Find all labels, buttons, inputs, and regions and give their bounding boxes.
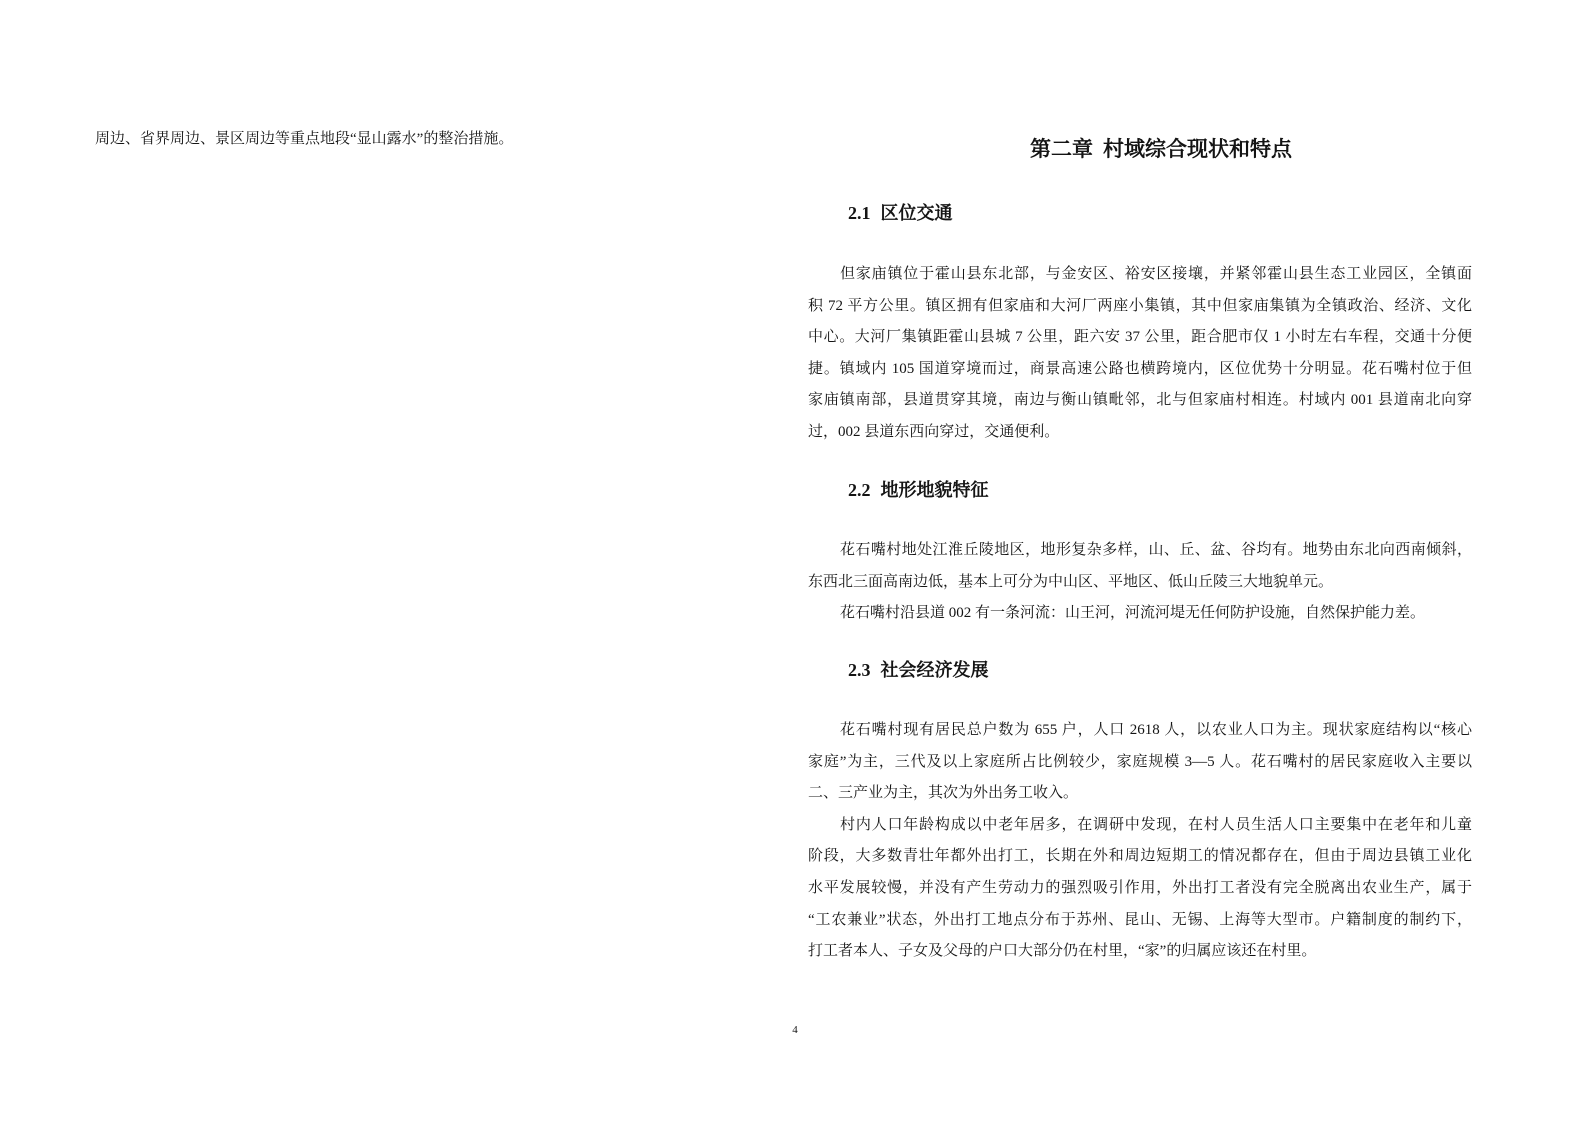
section-number: 2.2 xyxy=(848,480,871,500)
section-title: 地形地貌特征 xyxy=(880,480,989,500)
text-line: 水平发展较慢，并没有产生劳动力的强烈吸引作用，外出打工者没有完全脱离出农业生产，属于 xyxy=(808,879,1472,896)
paragraph xyxy=(808,715,1472,810)
text-line: 花石嘴村现有居民总户数为 655 户，人口 2618 人，以农业人口为主。现状家庭结构以“核心 xyxy=(840,722,1472,738)
page-number: 4 xyxy=(792,1024,798,1036)
paragraph xyxy=(808,810,1472,968)
text-line: 周边、省界周边、景区周边等重点地段“显山露水”的整治措施。 xyxy=(95,131,514,147)
paragraph xyxy=(808,598,1472,630)
section-number: 2.1 xyxy=(848,203,871,223)
text-line: 中心。大河厂集镇距霍山县城 7 公里，距六安 37 公里，距合肥市仅 1 小时左右车程，交通十分便 xyxy=(808,329,1472,346)
paragraph xyxy=(808,535,1472,598)
text-line: 花石嘴村沿县道 002 有一条河流：山王河，河流河堤无任何防护设施，自然保护能力差。 xyxy=(840,605,1426,622)
text-line: “工农兼业”状态，外出打工地点分布于苏州、昆山、无锡、上海等大型市。户籍制度的制约下， xyxy=(808,911,1472,928)
text-line: 家庙镇南部，县道贯穿其境，南边与衡山镇毗邻，北与但家庙村相连。村域内 001 县道南北向穿 xyxy=(808,392,1472,409)
text-line: 二、三产业为主，其次为外出务工收入。 xyxy=(808,785,1079,802)
section-number: 2.3 xyxy=(848,660,871,680)
text-line: 花石嘴村地处江淮丘陵地区，地形复杂多样，山、丘、盆、谷均有。地势由东北向西南倾斜， xyxy=(840,542,1472,558)
paragraph xyxy=(808,259,1472,449)
section-body xyxy=(808,535,1472,630)
section-body xyxy=(808,259,1472,449)
chapter-label: 第二章 xyxy=(1030,138,1093,161)
text-line: 阶段，大多数青壮年都外出打工，长期在外和周边短期工的情况都存在，但由于周边县镇工业化 xyxy=(808,848,1472,865)
section-heading xyxy=(848,198,953,228)
section-title: 区位交通 xyxy=(880,203,953,223)
text-line: 积 72 平方公里。镇区拥有但家庙和大河厂两座小集镇，其中但家庙集镇为全镇政治、经济、文化 xyxy=(808,297,1472,314)
section-body xyxy=(808,715,1472,968)
text-line: 家庭”为主，三代及以上家庭所占比例较少，家庭规模 3—5 人。花石嘴村的居民家庭收入主要以 xyxy=(808,753,1472,770)
text-line: 但家庙镇位于霍山县东北部，与金安区、裕安区接壤，并紧邻霍山县生态工业园区，全镇面 xyxy=(840,266,1472,282)
text-line: 东西北三面高南边低，基本上可分为中山区、平地区、低山丘陵三大地貌单元。 xyxy=(808,573,1334,590)
text-line: 村内人口年龄构成以中老年居多，在调研中发现，在村人员生活人口主要集中在老年和儿童 xyxy=(840,816,1472,833)
chapter-title: 村域综合现状和特点 xyxy=(1103,138,1292,161)
left-page-paragraph xyxy=(95,124,735,156)
chapter-heading xyxy=(1030,135,1292,165)
section-title: 社会经济发展 xyxy=(880,660,989,680)
text-line: 过，002 县道东西向穿过，交通便利。 xyxy=(808,423,1060,440)
text-line: 捷。镇域内 105 国道穿境而过，商景高速公路也横跨境内，区位优势十分明显。花石嘴村位于但 xyxy=(808,360,1472,377)
section-heading xyxy=(848,475,989,505)
text-line: 打工者本人、子女及父母的户口大部分仍在村里，“家”的归属应该还在村里。 xyxy=(808,943,1317,960)
section-heading xyxy=(848,655,989,685)
